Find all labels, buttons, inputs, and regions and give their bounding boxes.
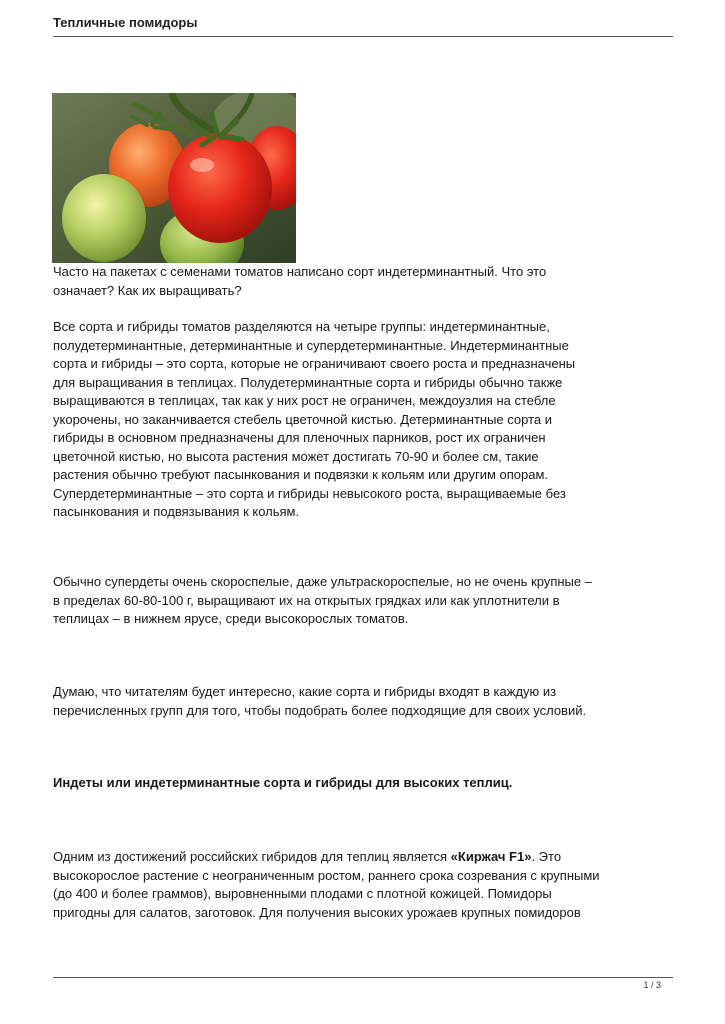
text-line: Все сорта и гибриды томатов разделяются на четыре группы: индетерминантные, bbox=[53, 319, 550, 334]
kirzhach-paragraph bbox=[53, 848, 683, 922]
readers-paragraph bbox=[53, 683, 683, 720]
variety-name: «Киржач F1» bbox=[450, 849, 532, 864]
footer-divider bbox=[53, 977, 673, 978]
text-line: полудетерминантные, детерминантные и супердетерминантные. Индетерминантные bbox=[53, 337, 569, 353]
text-line: пригодны для салатов, заготовок. Для получения высоких урожаев крупных помидоров bbox=[53, 904, 581, 920]
text-line: выращиваются в теплицах, так как у них рост не ограничен, междоузлия на стебле bbox=[53, 393, 556, 408]
intro-paragraph bbox=[53, 263, 683, 300]
text-line bbox=[53, 848, 683, 867]
text-line: гибриды в основном предназначены для пленочных парников, рост их ограничен bbox=[53, 430, 546, 445]
text-line: (до 400 и более граммов), выровненными плодами с плотной кожицей. Помидоры bbox=[53, 886, 552, 901]
tomatoes-photo bbox=[52, 93, 296, 263]
text-line: теплицах – в нижнем ярусе, среди высокорослых томатов. bbox=[53, 611, 409, 626]
text-line: Часто на пакетах с семенами томатов написано сорт индетерминантный. Что это bbox=[53, 264, 547, 279]
text-line: пасынкования и подвязывания к кольям. bbox=[53, 504, 300, 519]
text-line: Обычно супердеты очень скороспелые, даже ультраскороспелые, но не очень крупные – bbox=[53, 574, 592, 589]
text-line: перечисленных групп для того, чтобы подобрать более подходящие для своих условий. bbox=[53, 702, 587, 718]
text-line: Супердетерминантные – это сорта и гибриды невысокого роста, выращиваемые без bbox=[53, 485, 566, 501]
header-divider bbox=[53, 36, 673, 37]
page-number: 1 / 3 bbox=[643, 980, 661, 990]
superdet-paragraph bbox=[53, 573, 683, 629]
text-span: . Это bbox=[531, 849, 562, 864]
text-line: в пределах 60-80-100 г, выращивают их на открытых грядках или как уплотнители в bbox=[53, 592, 560, 608]
text-line: означает? Как их выращивать? bbox=[53, 282, 242, 298]
page-title: Тепличные помидоры bbox=[53, 15, 198, 30]
text-line: высокорослое растение с неограниченным ростом, раннего срока созревания с крупными bbox=[53, 867, 600, 883]
text-line: цветочной кистью, но высота растения может достигать 70-90 и более см, такие bbox=[53, 448, 539, 464]
text-line: укорочены, но заканчивается стебель цветочной кистью. Детерминантные сорта и bbox=[53, 411, 552, 427]
groups-paragraph bbox=[53, 318, 683, 522]
text-line: для выращивания в теплицах. Полудетерминантные сорта и гибриды обычно также bbox=[53, 374, 563, 390]
section-heading: Индеты или индетерминантные сорта и гибриды для высоких теплиц. bbox=[53, 775, 513, 790]
text-span: Одним из достижений российских гибридов для теплиц является bbox=[53, 849, 451, 864]
text-line: сорта и гибриды – это сорта, которые не ограничивают своего роста и предназначены bbox=[53, 356, 576, 371]
text-line: Думаю, что читателям будет интересно, какие сорта и гибриды входят в каждую из bbox=[53, 684, 557, 699]
text-line: растения обычно требуют пасынкования и подвязки к кольям или другим опорам. bbox=[53, 467, 549, 482]
